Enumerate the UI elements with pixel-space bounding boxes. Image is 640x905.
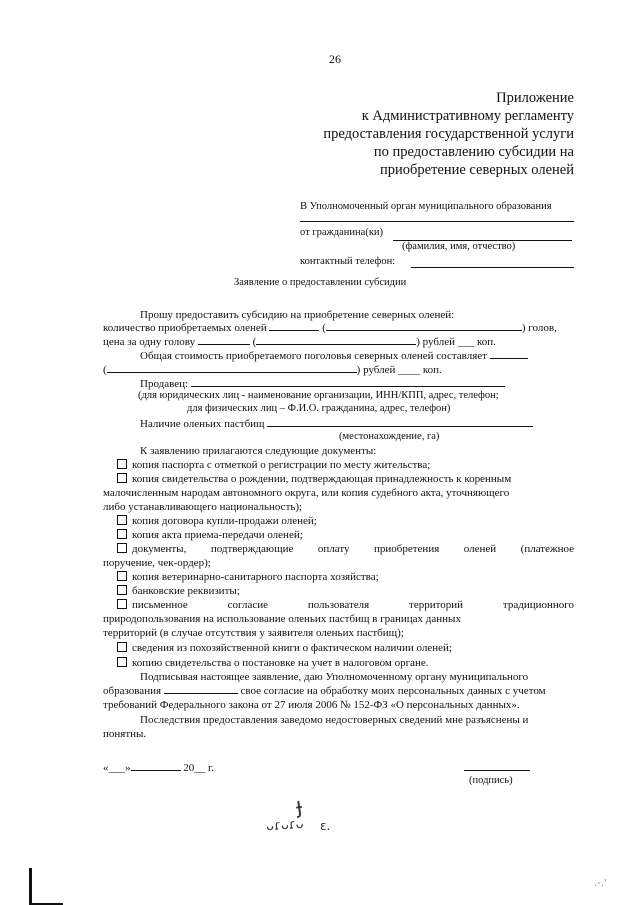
- seller-label: Продавец:: [140, 378, 189, 390]
- price-words-blank: [256, 335, 416, 345]
- appendix-line: к Административному регламенту: [361, 108, 574, 124]
- total-words-blank: [107, 363, 357, 373]
- pasture-hint: (местонахождение, га): [339, 431, 440, 442]
- phone-line: [411, 267, 574, 268]
- appendix-line: приобретение северных оленей: [380, 162, 574, 178]
- name-hint: (фамилия, имя, отчество): [402, 241, 516, 252]
- price-rub-kop: ) рублей ___ коп.: [416, 336, 496, 348]
- doc-item: копию свидетельства о постановке на учет в налоговом органе.: [117, 656, 429, 670]
- doc-item: сведения из похозяйственной книги о фактическом наличии оленей;: [117, 641, 452, 655]
- doc-item: документы, подтверждающие оплату приобретения оленей (платежное: [117, 542, 574, 556]
- pasture-row: [140, 417, 533, 431]
- form-heading: Заявление о предоставлении субсидии: [234, 277, 407, 288]
- signature-line: [464, 770, 530, 771]
- price-label: цена за одну голову: [103, 336, 196, 348]
- addressee-line: [300, 221, 574, 222]
- handwritten-mark: ᴗɾᴗɾᴗ: [265, 816, 305, 835]
- total-rub-kop: ) рублей ____ коп.: [356, 364, 442, 376]
- consent-text: требований Федерального закона от 27 июля 2006 № 152-ФЗ «О персональных данных».: [103, 699, 520, 711]
- qty-unit: ) голов,: [521, 322, 557, 334]
- seller-hint: для физических лиц – Ф.И.О. гражданина, адрес, телефон): [187, 403, 451, 414]
- checkbox[interactable]: [117, 599, 127, 609]
- price-blank: [198, 335, 250, 345]
- appendix-title: Приложение: [496, 90, 574, 106]
- doc-item: копия паспорта с отметкой о регистрации по месту жительства;: [117, 458, 430, 472]
- doc-item-cont: малочисленным народам автономного округа, или копия судебного акта, уточняющего: [103, 487, 510, 499]
- seller-row: [140, 377, 505, 391]
- checkbox[interactable]: [117, 642, 127, 652]
- pasture-blank: [267, 417, 533, 427]
- qty-blank: [269, 321, 319, 331]
- consent-row: образования свое согласие на обработку моих персональных данных с учетом: [103, 685, 546, 697]
- appendix-line: по предоставлению субсидии на: [373, 144, 574, 160]
- price-row: цена за одну голову ( ) рублей ___ коп.: [103, 336, 496, 348]
- doc-item-cont: территорий (в случае отсутствия у заявителя оленьих пастбищ);: [103, 627, 404, 639]
- doc-item-cont: либо устанавливающего национальность);: [103, 501, 303, 513]
- qty-words-blank: [326, 321, 522, 331]
- seller-blank: [191, 377, 505, 387]
- doc-item: письменное согласие пользователя территорий традиционного: [117, 598, 574, 612]
- handwritten-mark: .-.': [594, 878, 607, 889]
- checkbox[interactable]: [117, 459, 127, 469]
- seller-hint: (для юридических лиц - наименование организации, ИНН/КПП, адрес, телефон;: [138, 390, 499, 401]
- doc-item-cont: поручение, чек-ордер);: [103, 557, 211, 569]
- checkbox[interactable]: [117, 543, 127, 553]
- total-blank: [490, 349, 528, 359]
- addressee-to: В Уполномоченный орган муниципального образования: [300, 201, 552, 212]
- qty-label: количество приобретаемых оленей: [103, 322, 267, 334]
- doc-item: банковские реквизиты;: [117, 584, 240, 598]
- checkbox[interactable]: [117, 571, 127, 581]
- signature-hint: (подпись): [469, 775, 513, 786]
- consent-text: Подписывая настоящее заявление, даю Уполномоченному органу муниципального: [140, 671, 529, 683]
- phone-label: контактный телефон:: [300, 256, 396, 267]
- from-label: от гражданина(ки): [300, 227, 384, 238]
- date-row: «___» 20__ г.: [103, 762, 215, 774]
- doc-item: копия акта приема-передачи оленей;: [117, 528, 303, 542]
- attach-intro: К заявлению прилагаются следующие документы:: [140, 445, 377, 457]
- municipality-blank: [164, 684, 238, 694]
- checkbox[interactable]: [117, 585, 127, 595]
- doc-item: копия свидетельства о рождении, подтверждающая принадлежность к коренным: [117, 472, 511, 486]
- scan-edge-mark: [29, 868, 32, 905]
- appendix-line: предоставления государственной услуги: [323, 126, 574, 142]
- handwritten-mark: ɛ.: [320, 819, 331, 833]
- date-month-blank: [131, 761, 181, 771]
- warning-text: понятны.: [103, 728, 147, 740]
- handwritten-mark: ɟ: [294, 793, 304, 820]
- doc-item-cont: природопользования на использование оленьих пастбищ в границах данных: [103, 613, 461, 625]
- total-row: [140, 349, 528, 363]
- checkbox[interactable]: [117, 529, 127, 539]
- doc-item: копия ветеринарно-санитарного паспорта хозяйства;: [117, 570, 379, 584]
- qty-row: количество приобретаемых оленей ( ) голов,: [103, 322, 557, 334]
- total-label: Общая стоимость приобретаемого поголовья северных оленей составляет: [140, 350, 487, 362]
- checkbox[interactable]: [117, 657, 127, 667]
- warning-text: Последствия предоставления заведомо недостоверных сведений мне разъяснены и: [140, 714, 529, 726]
- checkbox[interactable]: [117, 515, 127, 525]
- total-words-row: ( ) рублей ____ коп.: [103, 364, 442, 376]
- pasture-label: Наличие оленьих пастбищ: [140, 418, 265, 430]
- checkbox[interactable]: [117, 473, 127, 483]
- page-number: 26: [329, 52, 341, 66]
- request-text: Прошу предоставить субсидию на приобретение северных оленей:: [140, 309, 455, 321]
- doc-item: копия договора купли-продажи оленей;: [117, 514, 317, 528]
